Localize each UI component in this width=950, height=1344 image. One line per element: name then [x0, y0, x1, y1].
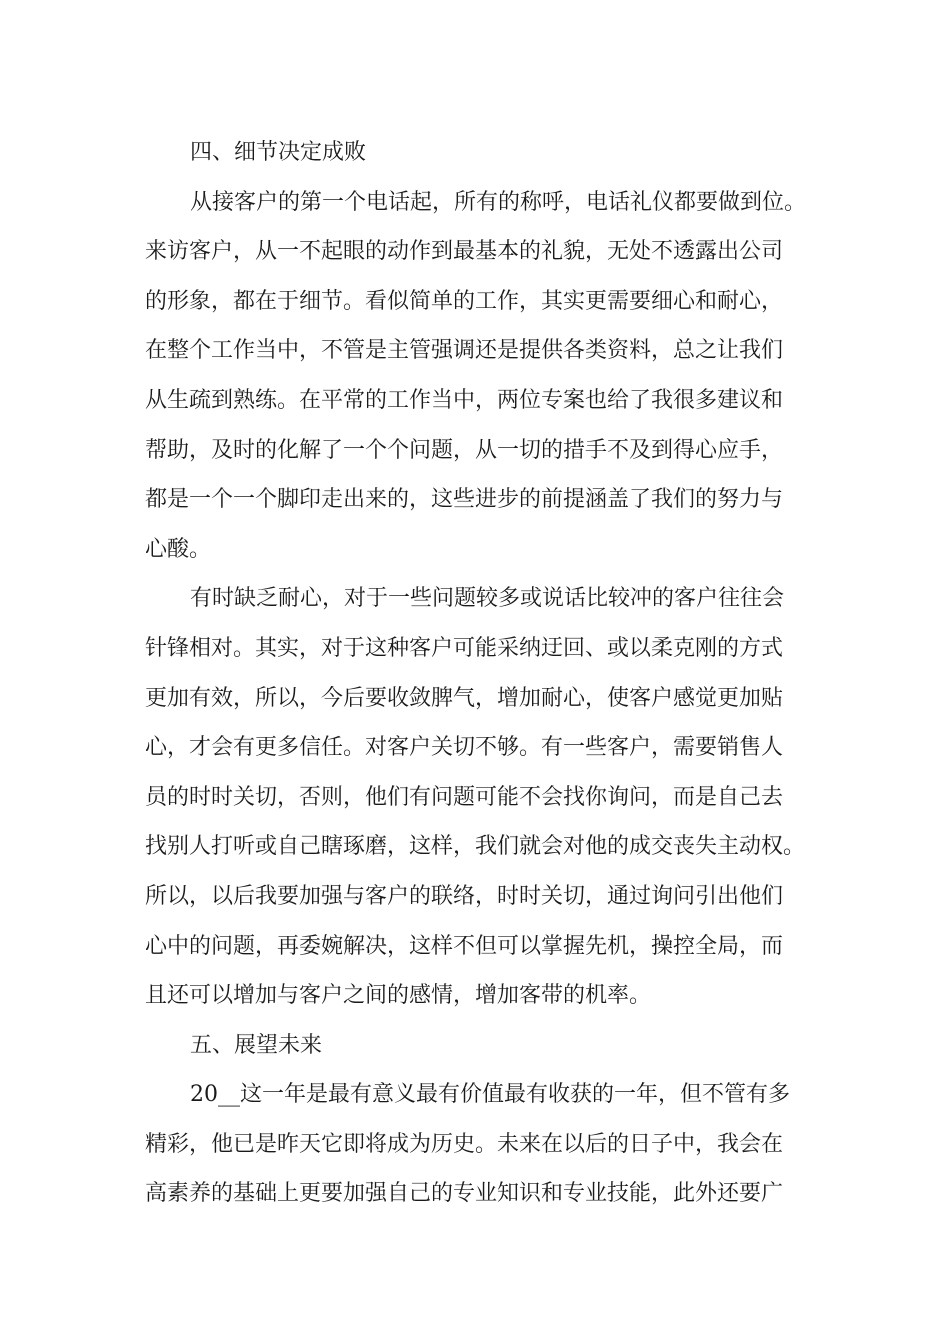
paragraph-line: 来访客户，从一不起眼的动作到最基本的礼貌，无处不透露出公司: [145, 239, 784, 265]
paragraph-line: 心酸。: [145, 536, 212, 562]
paragraph-line: 且还可以增加与客户之间的感情，增加客带的机率。: [145, 983, 652, 1009]
paragraph-line: 心，才会有更多信任。对客户关切不够。有一些客户，需要销售人: [145, 735, 784, 761]
section-heading-outlook: 五、展望未来: [190, 1032, 323, 1058]
paragraph-line: 都是一个一个脚印走出来的，这些进步的前提涵盖了我们的努力与: [145, 487, 784, 513]
paragraph-line: 从接客户的第一个电话起，所有的称呼，电话礼仪都要做到位。: [190, 189, 807, 215]
paragraph-line: 20__这一年是最有意义最有价值最有收获的一年，但不管有多: [190, 1082, 790, 1108]
paragraph-line: 所以，以后我要加强与客户的联络，时时关切，通过询问引出他们: [145, 883, 784, 909]
paragraph-line: 高素养的基础上更要加强自己的专业知识和专业技能，此外还要广: [145, 1181, 784, 1207]
paragraph-line: 员的时时关切，否则，他们有问题可能不会找你询问，而是自己去: [145, 784, 784, 810]
paragraph-line: 从生疏到熟练。在平常的工作当中，两位专案也给了我很多建议和: [145, 387, 784, 413]
paragraph-line: 精彩，他已是昨天它即将成为历史。未来在以后的日子中，我会在: [145, 1131, 784, 1157]
document-body: [145, 128, 825, 1219]
paragraph-line: 的形象，都在于细节。看似简单的工作，其实更需要细心和耐心，: [145, 288, 784, 314]
paragraph-line: 心中的问题，再委婉解决，这样不但可以掌握先机，操控全局，而: [145, 933, 784, 959]
paragraph-line: 更加有效，所以，今后要收敛脾气，增加耐心，使客户感觉更加贴: [145, 685, 784, 711]
paragraph-line: 帮助，及时的化解了一个个问题，从一切的措手不及到得心应手，: [145, 437, 784, 463]
paragraph-line: 有时缺乏耐心，对于一些问题较多或说话比较冲的客户往往会: [190, 586, 785, 612]
section-heading-details: 四、细节决定成败: [190, 140, 367, 165]
paragraph-line: 找别人打听或自己瞎琢磨，这样，我们就会对他的成交丧失主动权。: [145, 834, 806, 860]
paragraph-line: 针锋相对。其实，对于这种客户可能采纳迂回、或以柔克刚的方式: [145, 635, 784, 661]
paragraph-line: 在整个工作当中，不管是主管强调还是提供各类资料，总之让我们: [145, 338, 784, 364]
